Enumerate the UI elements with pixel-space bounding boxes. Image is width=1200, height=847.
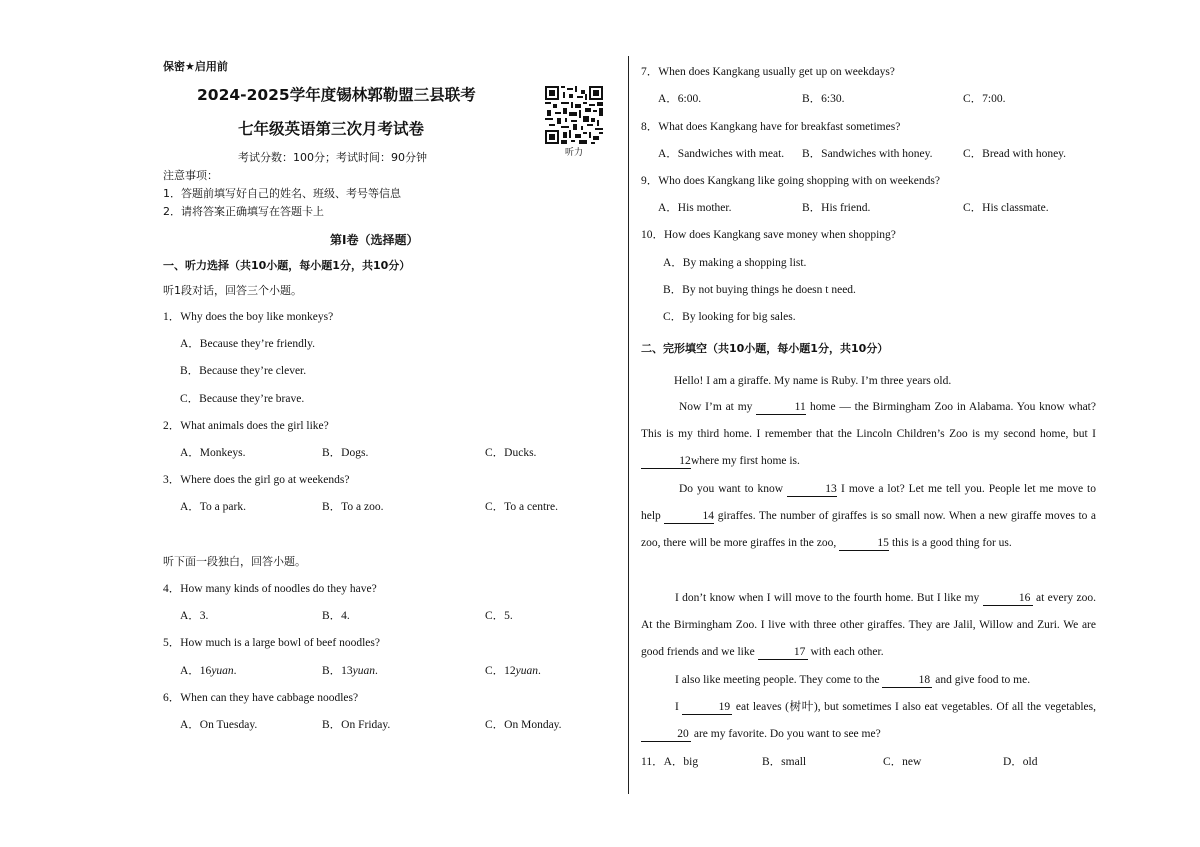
question-3-stem: 3．Where does the girl go at weekends? (163, 474, 350, 486)
question-4-option-a: A．3. (180, 610, 209, 622)
question-3-option-a: A．To a park. (180, 501, 246, 513)
question-5-option-b: B．13yuan. (322, 665, 378, 677)
question-10-stem: 10．How does Kangkang save money when shopping? (641, 229, 896, 241)
question-4-option-b: B．4. (322, 610, 350, 622)
exam-info: 考试分数：100分；考试时间：90分钟 (238, 151, 427, 164)
question-8-stem: 8．What does Kangkang have for breakfast sometimes? (641, 121, 901, 133)
question-3-option-b: B．To a zoo. (322, 501, 384, 513)
question-6-option-c: C．On Monday. (485, 719, 562, 731)
question-1-stem: 1．Why does the boy like monkeys? (163, 311, 334, 323)
question-1-option-a: A．Because they’re friendly. (180, 338, 315, 350)
question-9-option-b: B．His friend. (802, 202, 871, 214)
question-9-stem: 9．Who does Kangkang like going shopping with on weekends? (641, 175, 940, 187)
question-6-stem: 6．When can they have cabbage noodles? (163, 692, 359, 704)
monologue-intro: 听下面一段独白，回答小题。 (163, 555, 306, 568)
question-1-option-c: C．Because they’re brave. (180, 393, 305, 405)
question-2-option-c: C．Ducks. (485, 447, 537, 459)
blank-14[interactable]: 14 (664, 510, 714, 524)
question-1-option-b: B．Because they’re clever. (180, 365, 307, 377)
section2-heading: 二、完形填空（共10小题，每小题1分，共10分） (641, 342, 889, 355)
question-8-option-a: A．Sandwiches with meat. (658, 148, 785, 160)
question-5-stem: 5．How much is a large bowl of beef noodles? (163, 637, 380, 649)
dialog-intro: 听1段对话，回答三个小题。 (163, 284, 302, 297)
exam-title-line1: 2024-2025学年度锡林郭勒盟三县联考 (197, 86, 476, 104)
question-7-stem: 7．When does Kangkang usually get up on weekdays? (641, 66, 895, 78)
question-2-option-b: B．Dogs. (322, 447, 369, 459)
question-11-option-a: 11．A．big (641, 756, 699, 768)
column-divider (628, 56, 629, 794)
blank-17[interactable]: 17 (758, 646, 808, 660)
question-8-option-b: B．Sandwiches with honey. (802, 148, 933, 160)
qr-label: 听力 (565, 148, 584, 158)
question-11-option-b: B．small (762, 756, 807, 768)
blank-20[interactable]: 20 (641, 728, 691, 742)
question-7-option-c: C．7:00. (963, 93, 1006, 105)
passage-paragraph-4: I don’t know when I will move to the fourth home. But I like my 16 at every zoo. At the Birmingham Zoo. I live with three other giraffes. They are Jalil, Willow and Zuri. We are good friends and we like 17 with each other. (641, 592, 1096, 658)
blank-18[interactable]: 18 (882, 674, 932, 688)
blank-12[interactable]: 12 (641, 455, 691, 469)
blank-15[interactable]: 15 (839, 537, 889, 551)
passage-paragraph-6: I 19 eat leaves (树叶), but sometimes I also eat vegetables. Of all the vegetables, 20 are my favorite. Do you want to see me? (641, 694, 1096, 748)
notes-heading: 注意事项： (163, 169, 218, 182)
notes-item-2: 2．请将答案正确填写在答题卡上 (163, 205, 324, 218)
question-2-stem: 2．What animals does the girl like? (163, 420, 329, 432)
passage-paragraph-3: Do you want to know 13 I move a lot? Let me tell you. People let me move to help 14 giraffes. The number of giraffes is so small now. When a new giraffe moves to a zoo, there will be more giraffes in the zoo, 15 this is a good thing for us. (641, 483, 1096, 549)
question-10-option-c: C．By looking for big sales. (663, 311, 796, 323)
confidential-label: 保密★启用前 (163, 60, 228, 73)
section1-heading: 一、听力选择（共10小题，每小题1分，共10分） (163, 259, 411, 272)
blank-11[interactable]: 11 (756, 401, 806, 415)
question-7-option-b: B．6:30. (802, 93, 845, 105)
passage-paragraph-5: I also like meeting people. They come to the 18 and give food to me. (675, 674, 1031, 686)
blank-19[interactable]: 19 (682, 701, 732, 715)
question-6-option-a: A．On Tuesday. (180, 719, 258, 731)
question-9-option-c: C．His classmate. (963, 202, 1049, 214)
question-7-option-a: A．6:00. (658, 93, 702, 105)
question-2-option-a: A．Monkeys. (180, 447, 246, 459)
question-5-option-c: C．12yuan. (485, 665, 541, 677)
question-4-option-c: C．5. (485, 610, 513, 622)
question-4-stem: 4．How many kinds of noodles do they have? (163, 583, 377, 595)
question-3-option-c: C．To a centre. (485, 501, 558, 513)
blank-16[interactable]: 16 (983, 592, 1033, 606)
part1-title: 第Ⅰ卷（选择题） (330, 233, 419, 247)
blank-13[interactable]: 13 (787, 483, 837, 497)
passage-paragraph-2: Now I’m at my 11 home — the Birmingham Zoo in Alabama. You know what? This is my third home. I remember that the Lincoln Children’s Zoo is my second home, but I 12where my first home is. (641, 401, 1096, 467)
question-8-option-c: C．Bread with honey. (963, 148, 1067, 160)
question-11-option-d: D．old (1003, 756, 1038, 768)
question-5-option-a: A．16yuan. (180, 665, 237, 677)
question-11-option-c: C．new (883, 756, 922, 768)
question-9-option-a: A．His mother. (658, 202, 732, 214)
notes-item-1: 1．答题前填写好自己的姓名、班级、考号等信息 (163, 187, 401, 200)
question-10-option-a: A．By making a shopping list. (663, 257, 807, 269)
question-6-option-b: B．On Friday. (322, 719, 391, 731)
exam-title-line2: 七年级英语第三次月考试卷 (238, 120, 425, 138)
qr-code-icon (545, 86, 603, 144)
question-10-option-b: B．By not buying things he doesn t need. (663, 284, 856, 296)
passage-paragraph-1: Hello! I am a giraffe. My name is Ruby. I’m three years old. (674, 375, 952, 387)
